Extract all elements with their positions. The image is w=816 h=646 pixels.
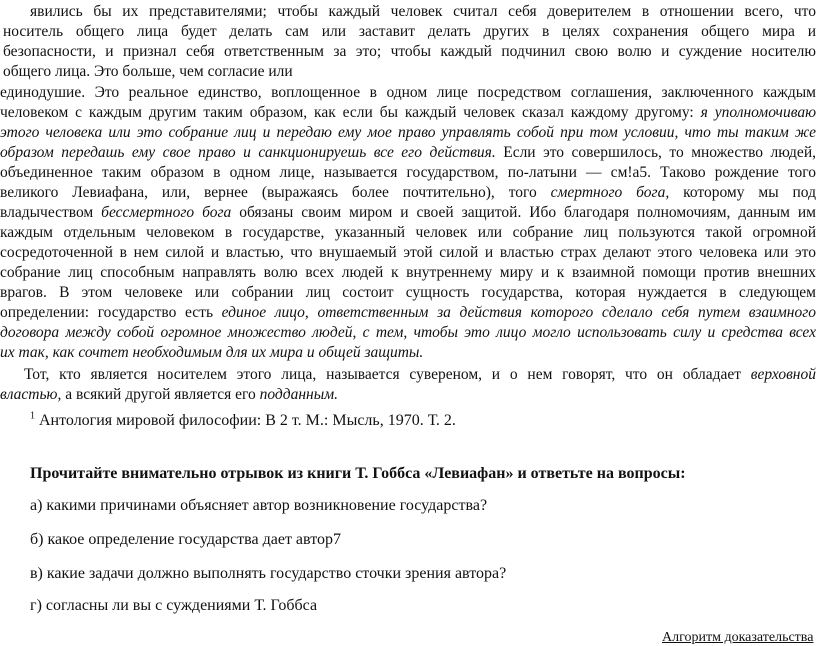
task-heading: Прочитайте внимательно отрывок из книги Т. Гоббса «Левиафан» и ответьте на вопросы: [30, 465, 686, 482]
text-line: безопасности, и признал себя ответственным за это; чтобы каждый подчинил свою волю и суждение носителю [3, 43, 816, 60]
question-c: в) какие задачи должно выполнять государство сточки зрения автора? [30, 565, 507, 582]
footnote-text: Антология мировой философии: В 2 т. М.: Мысль, 1970. Т. 2. [35, 412, 456, 429]
footnote [30, 411, 456, 431]
footnote-mark: 1 [30, 410, 35, 422]
text-line: общего лица. Это больше, чем согласие или [3, 63, 293, 80]
question-b: б) какое определение государства дает автор7 [30, 531, 341, 548]
text-line: собрание лиц способным направлять волю всех людей к внутреннему миру и к взаимной помощи против внешних [0, 264, 816, 281]
text-line: объединенное таким образом в одном лице, называется государством, по-латыни — см!а5. Таково рождение того [0, 164, 816, 181]
text-line: властью, а всякий другой является его подданным. [0, 386, 338, 403]
algorithm-link[interactable]: Алгоритм доказательства [662, 630, 814, 645]
text-line: этого человека или это собрание лиц и передаю ему мое право управлять собой при том условии, что ты таким же [0, 124, 816, 141]
text-line: человеком с каждым другим таким образом, как если бы каждый человек сказал каждому другому: я уполномочиваю [0, 104, 816, 121]
text-line: их так, как сочтет необходимым для их мира и общей защиты. [0, 344, 424, 361]
text-line: единодушие. Это реальное единство, воплощенное в одном лице посредством соглашения, заключенного каждым [0, 84, 816, 101]
text-line: Тот, кто является носителем этого лица, называется сувереном, и о нем говорят, что он обладает верховной [24, 366, 816, 383]
question-d: г) согласны ли вы с суждениями Т. Гоббса [30, 597, 318, 614]
text-line: сосредоточенной в нем силой и властью, что внушаемый этой силой и властью страх делают этого человека или это [0, 244, 816, 261]
text-line: носитель общего лица будет делать сам или заставит делать других в целях сохранения общего мира и [3, 23, 816, 40]
text-line: определении: государство есть единое лицо, ответственным за действия которого сделало себя путем взаимного [0, 304, 816, 321]
text-line: владычеством бессмертного бога обязаны своим миром и своей защитой. Ибо благодаря полномочиям, данным им [0, 204, 816, 221]
text-line: великого Левиафана, или, вернее (выражаясь более почтительно), того смертного бога, которому мы под [0, 184, 816, 201]
text-line: образом передашь ему свое право и санкционируешь все его действия. Если это совершилось, то множество людей, [0, 144, 816, 161]
question-a: а) какими причинами объясняет автор возникновение государства? [30, 497, 488, 514]
text-line: врагов. В этом человеке или собрании лиц состоит сущность государства, которая нуждается в следующем [0, 284, 816, 301]
text-line: договора между собой огромное множество людей, с тем, чтобы это лицо могло использовать силу и средства всех [0, 324, 816, 341]
text-line: каждым отдельным человеком в государстве, указанный человек или собрание лиц пользуются такой огромной [0, 224, 816, 241]
text-line: явились бы их представителями; чтобы каждый человек считал себя доверителем в отношении всего, что [30, 3, 816, 20]
